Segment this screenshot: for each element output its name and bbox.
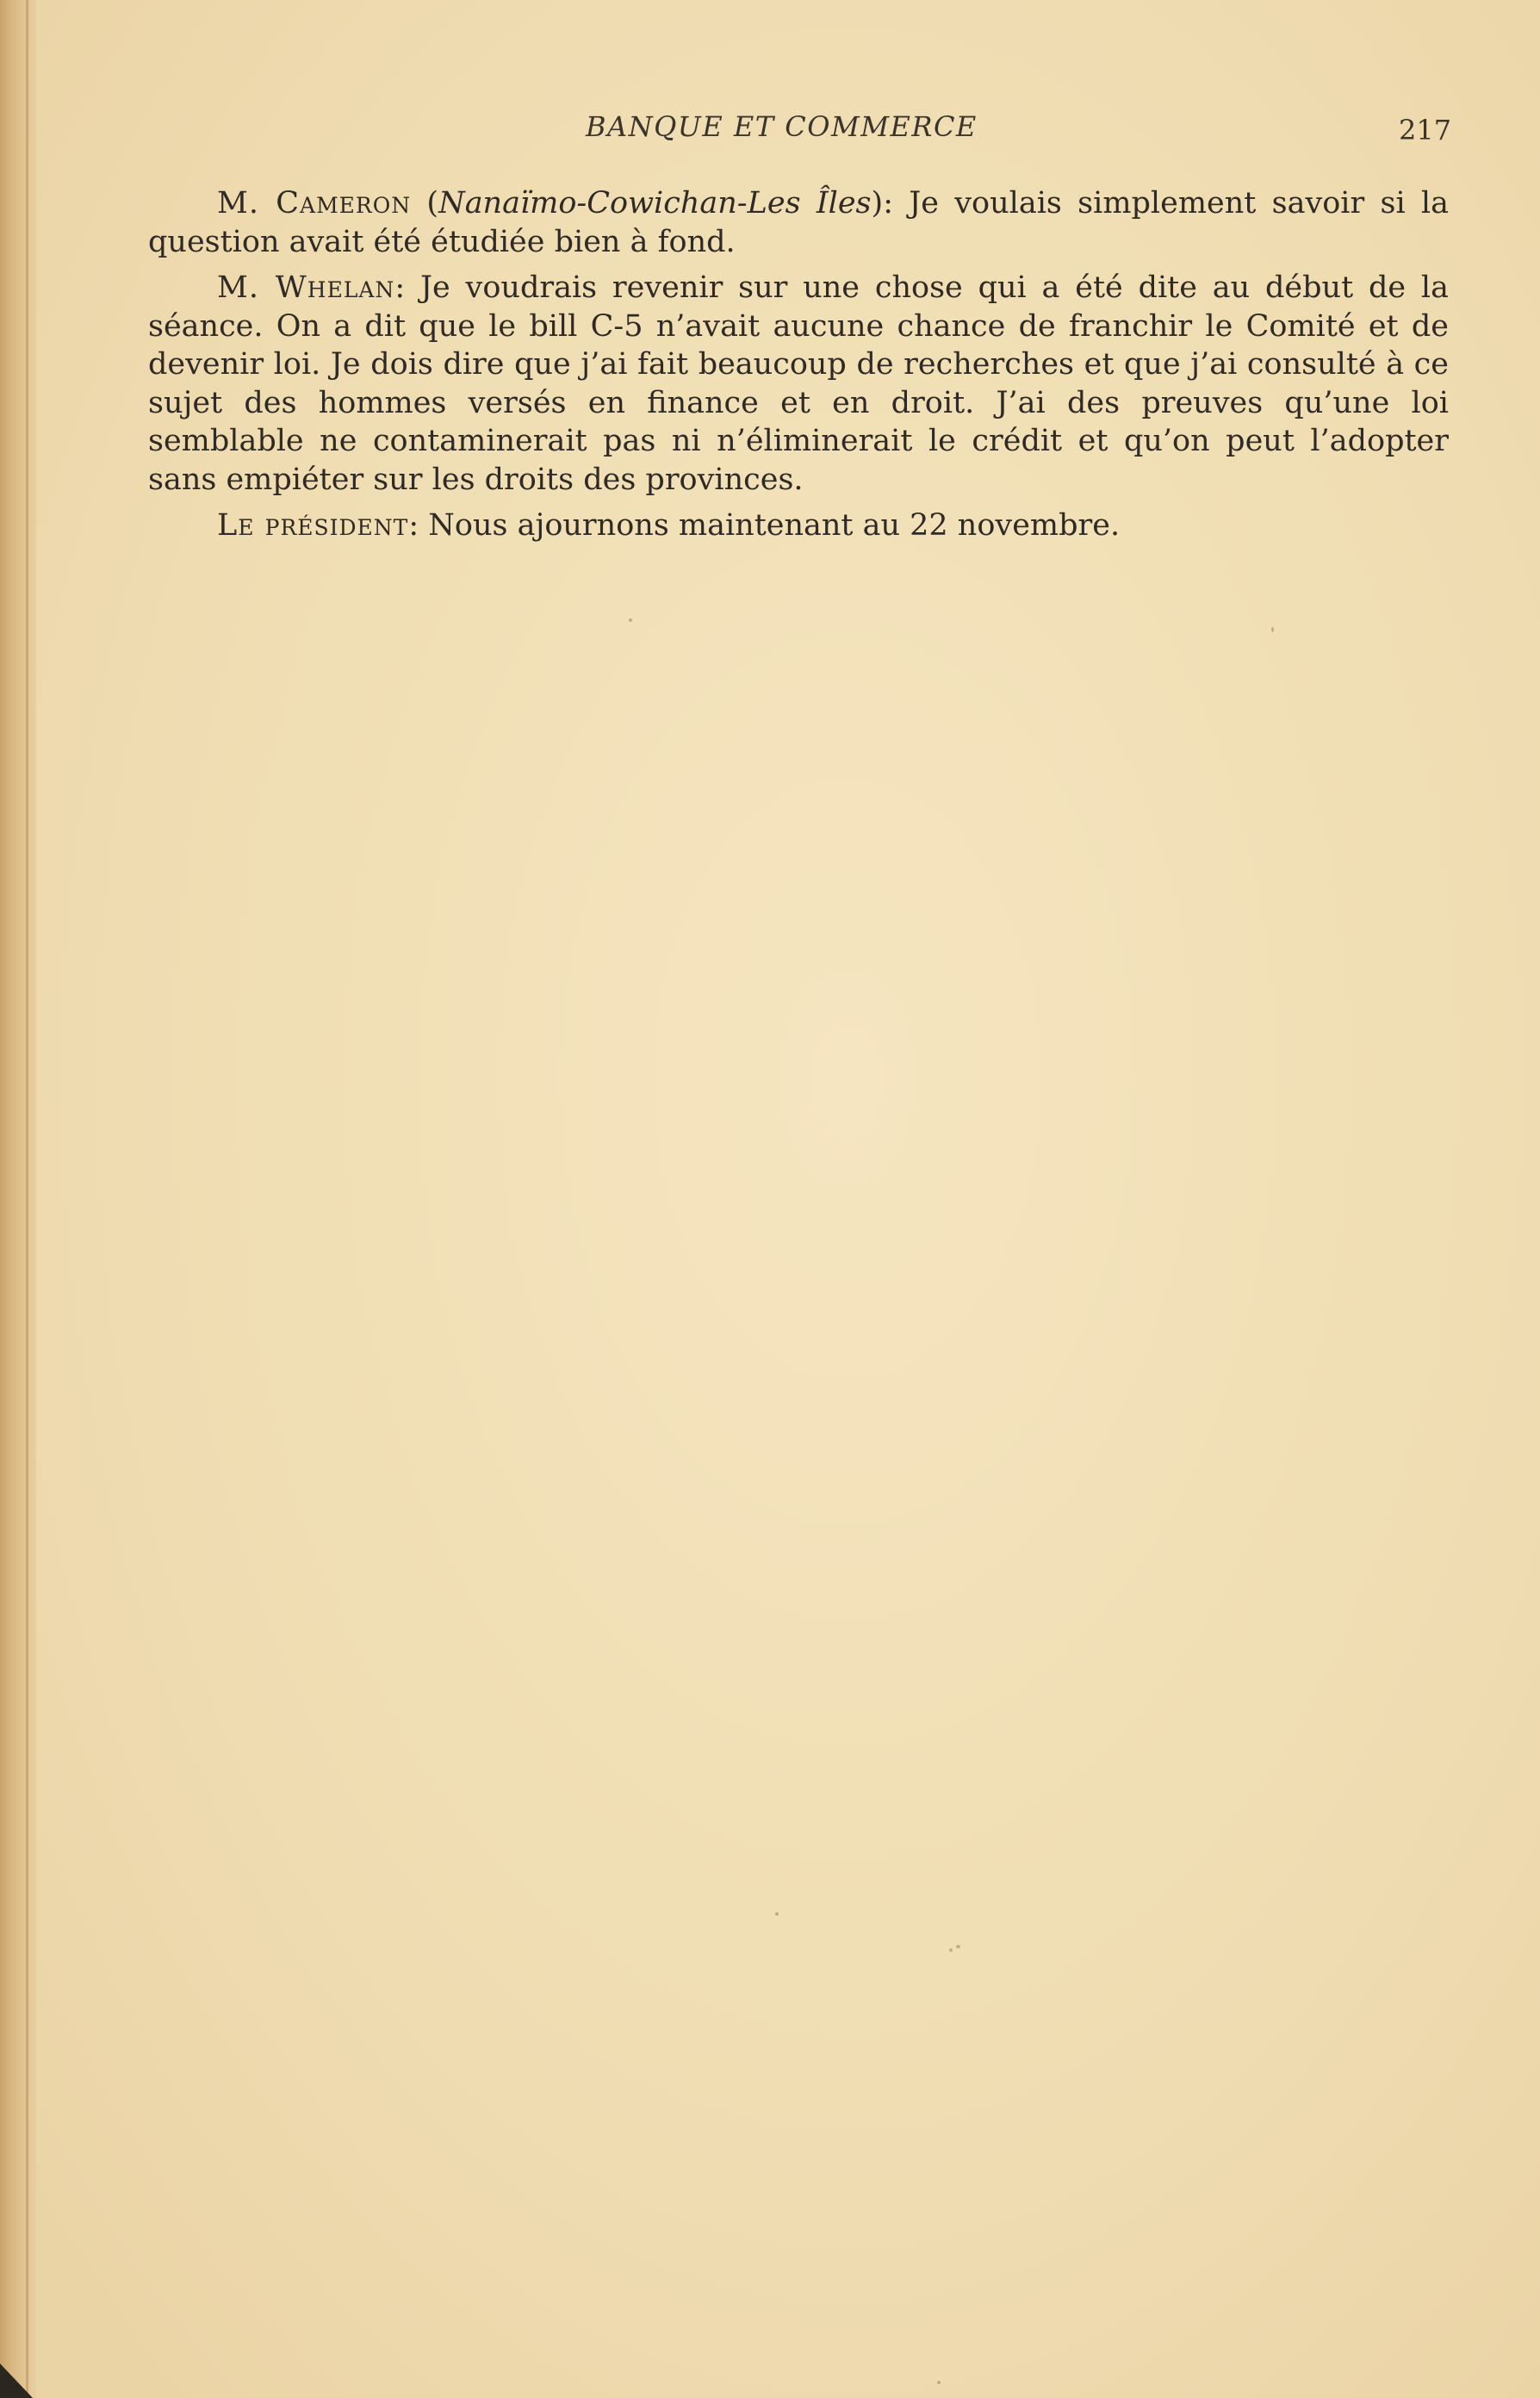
paper-speck — [629, 618, 632, 622]
paper-speck — [1271, 627, 1274, 632]
paragraph-cameron — [148, 184, 1449, 261]
speaker-name: M. Cameron — [217, 186, 412, 221]
paper-speck — [956, 1945, 960, 1948]
paper-speck — [949, 1948, 953, 1952]
running-title: BANQUE ET COMMERCE — [586, 110, 978, 143]
paragraph-whelan — [148, 269, 1449, 499]
corner-mark — [0, 2364, 33, 2398]
paragraph-text: : Je voulais simplement savoir si la question avait été étudiée bien à fond. — [148, 186, 1449, 259]
running-header — [0, 110, 1540, 153]
paragraph-text: : Je voudrais revenir sur une chose qui a été dite au début de la séance. On a dit que le bill C-5 n’avait aucune chance de franchir le Comité et de devenir loi. Je dois dire que j’ai fait beaucoup de recherches et que j’ai consulté à ce sujet des hommes versés en finance et en droit. J’ai des preuves qu’une loi semblable ne contaminerait pas ni n’éliminerait le crédit et qu’on peut l’adopter sans empiéter sur les droits des provinces. — [148, 270, 1449, 497]
paragraph-text: : Nous ajournons maintenant au 22 novembre. — [408, 508, 1121, 543]
paren-open: ( — [411, 186, 439, 221]
paragraph-president — [148, 506, 1449, 545]
paper-speck — [775, 1912, 779, 1916]
page-number: 217 — [1399, 114, 1452, 146]
paren-close: ) — [871, 186, 884, 221]
page-body — [148, 184, 1449, 553]
speaker-name: Le président — [217, 508, 409, 543]
paper-speck — [937, 2381, 941, 2384]
page-spine-edge — [0, 0, 36, 2398]
speaker-name: M. Whelan — [217, 270, 395, 305]
constituency-name: Nanaïmo-Cowichan-Les Îles — [438, 186, 872, 221]
spine-fold-line — [26, 0, 28, 2398]
